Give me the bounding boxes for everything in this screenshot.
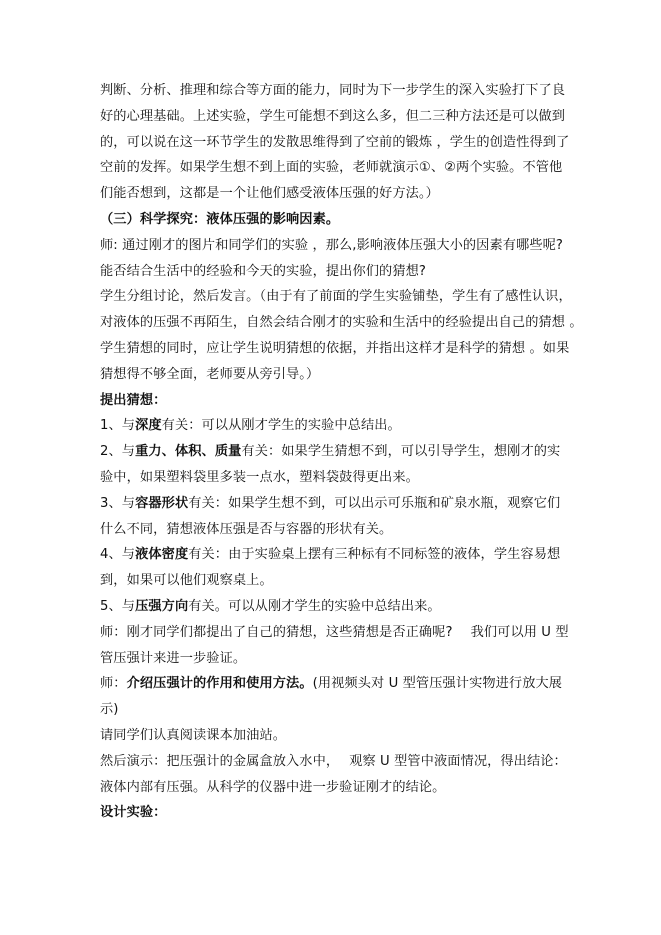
discussion-line: 学生分组讨论，然后发言。（由于有了前面的学生实验铺垫，学生有了感性认识， (100, 289, 572, 305)
hypothesis-continuation: 验中，如果塑料袋里多装一点水，塑料袋鼓得更出来。 (100, 469, 419, 485)
hypothesis-keyword: 液体密度 (135, 547, 189, 563)
demo-line (100, 749, 570, 775)
instruction-line: 请同学们认真阅读课本加油站。 (100, 727, 287, 743)
hypothesis-text: 有关：如果学生想不到，可以出示可乐瓶和矿泉水瓶，观察它们 (188, 495, 561, 511)
hypothesis-text: 有关：由于实验桌上摆有三种标有不同标签的液体，学生容易想 (188, 547, 561, 563)
teacher-statement (100, 671, 570, 697)
demo-text: 观察 U 型管中液面情况，得出结论： (349, 753, 567, 769)
hypothesis-keyword: 质量 (214, 444, 242, 460)
hypothesis-5 (100, 594, 570, 620)
teacher-statement (100, 620, 570, 646)
paragraph-line: 的，可以说在这一环节学生的发散思维得到了空前的锻炼 ，学生的创造性得到了 (100, 134, 570, 150)
hypothesis-keyword: 重力 (135, 444, 162, 460)
hypothesis-keyword: 容器形状 (135, 495, 189, 511)
hypothesis-prefix: 3、与 (100, 495, 136, 511)
discussion-line: 猜想得不够全面，老师要从旁引导。） (100, 366, 320, 382)
hypothesis-3 (100, 491, 570, 517)
hypothesis-text: 有关。可以从刚才学生的实验中总结出来。 (188, 598, 441, 614)
hypothesis-4 (100, 542, 570, 568)
teacher-bold-text: 介绍压强计的作用和使用方法。 (126, 676, 313, 692)
teacher-prefix: 师： (100, 676, 127, 692)
hypothesis-keyword: 深度 (135, 418, 162, 434)
hypothesis-keyword: 压强方向 (135, 598, 189, 614)
design-heading: 设计实验： (100, 805, 167, 821)
keyword-separator: 、 (201, 444, 215, 460)
hypothesis-prefix: 1、与 (100, 418, 136, 434)
hypothesis-prefix: 5、与 (100, 598, 136, 614)
teacher-statement-continuation: 示) (100, 702, 119, 718)
teacher-statement-text: 师：刚才同学们都提出了自己的猜想，这些猜想是否正确呢? (100, 624, 453, 640)
hypothesis-text: 有关：可以从刚才学生的实验中总结出。 (161, 418, 401, 434)
teacher-question-line: 师: 通过刚才的图片和同学们的实验 ，那么,影响液体压强大小的因素有哪些呢? (100, 237, 564, 253)
paragraph-line: 空前的发挥。如果学生想不到上面的实验，老师就演示①、②两个实验。不管他 (100, 160, 563, 176)
section-heading: （三）科学探究：液体压强的影响因素。 (100, 211, 340, 227)
hypothesis-continuation: 什么不同，猜想液体压强是否与容器的形状有关。 (100, 521, 393, 537)
hypothesis-2 (100, 439, 570, 465)
demo-text: 然后演示：把压强计的金属盒放入水中， (100, 753, 340, 769)
keyword-separator: 、 (161, 444, 175, 460)
hypothesis-prefix: 4、与 (100, 547, 136, 563)
paragraph-line: 好的心理基础。上述实验，学生可能想不到这么多，但二三种方法还是可以做到 (100, 108, 566, 124)
hypothesis-continuation: 到，如果可以他们观察桌上。 (100, 573, 273, 589)
hypotheses-heading: 提出猜想： (100, 392, 167, 408)
demo-continuation: 液体内部有压强。从科学的仪器中进一步验证刚才的结论。 (100, 779, 446, 795)
hypothesis-prefix: 2、与 (100, 444, 136, 460)
document-page (100, 78, 583, 826)
teacher-statement-text: (用视频头对 U 型管压强计实物进行放大展 (312, 676, 563, 692)
hypothesis-text: 有关：如果学生猜想不到，可以引导学生，想刚才的实 (241, 444, 561, 460)
discussion-line: 对液体的压强不再陌生，自然会结合刚才的实验和生活中的经验提出自己的猜想 。 (100, 315, 583, 331)
hypothesis-keyword: 体积 (174, 444, 202, 460)
teacher-statement-continuation: 管压强计来进一步验证。 (100, 650, 247, 666)
teacher-statement-text: 我们可以用 U 型 (470, 624, 569, 640)
teacher-question-line: 能否结合生活中的经验和今天的实验，提出你们的猜想? (100, 263, 426, 279)
hypothesis-1 (100, 413, 570, 439)
discussion-line: 学生猜想的同时，应让学生说明猜想的依据，并指出这样才是科学的猜想 。如果 (100, 340, 570, 356)
paragraph-line: 判断、分析、推理和综合等方面的能力，同时为下一步学生的深入实验打下了良 (100, 83, 566, 98)
paragraph-line: 们能否想到，这都是一个让他们感受液体压强的好方法。） (100, 186, 439, 202)
